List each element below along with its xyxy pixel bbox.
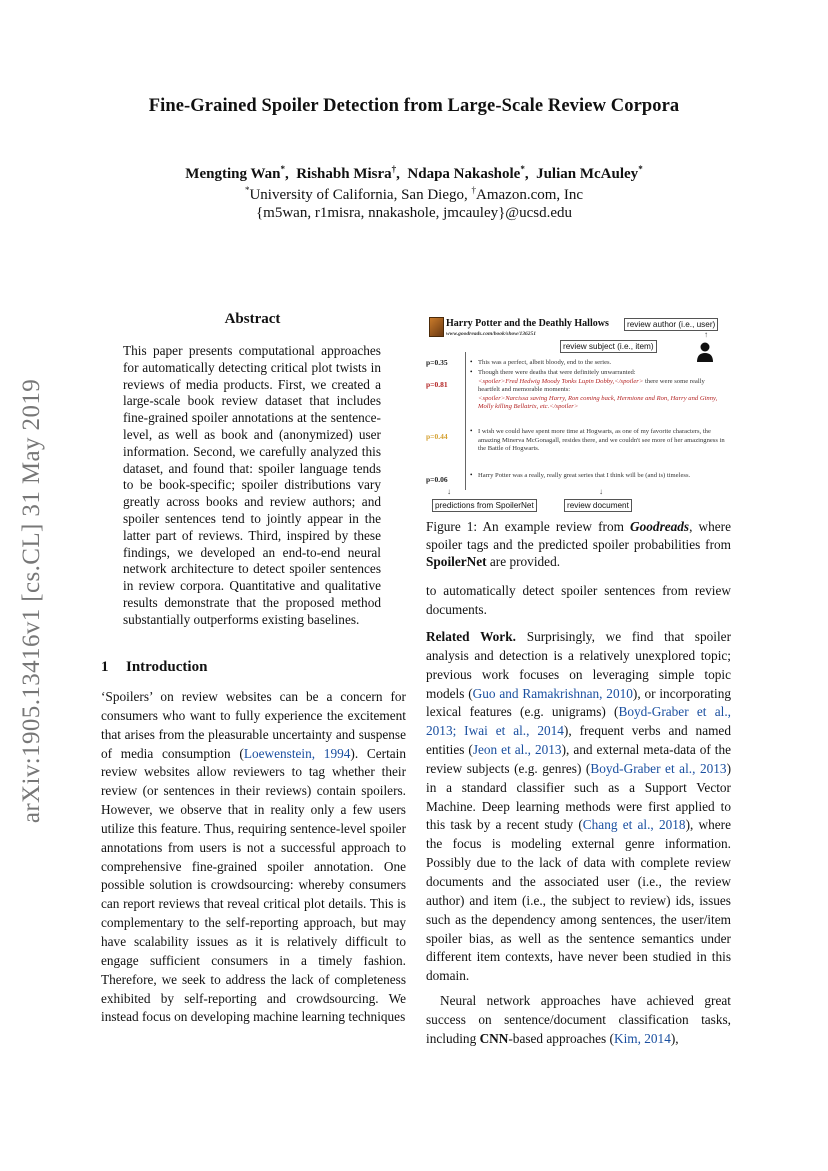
- probability-label: p=0.35: [426, 358, 448, 367]
- affiliation-amazon: Amazon.com, Inc: [476, 187, 584, 203]
- abstract-text: This paper presents computational approaches for automatically detecting critical plot twists in reviews of media products. First, we created a large-scale book review dataset that includes fine-grained spoiler annotations at the sentence-level, as well as book and (anonymized) user information. Second, we carefully analyzed this dataset, and found that: spoiler language tends to be book-specific; spoiler distributions vary greatly across books and review authors; and spoiler sentences tend to jointly appear in the latter part of reviews. Third, inspired by these findings, we developed an end-to-end neural network architecture to detect spoiler sentences in review corpora. Quantitative and qualitative results demonstrate that the proposed method substantially outperforms existing baselines.: [123, 343, 381, 627]
- paper-title: Fine-Grained Spoiler Detection from Large-Scale Review Corpora: [148, 96, 680, 116]
- intro-continuation: to automatically detect spoiler sentences from review documents.: [426, 583, 731, 617]
- review-author-label: review author (i.e., user): [624, 318, 718, 331]
- author-mark: *: [520, 164, 525, 174]
- probability-label: p=0.44: [426, 432, 448, 441]
- citation-link[interactable]: Boyd-Graber et al., 2013; Iwai et al., 2014: [426, 704, 731, 739]
- intro-text: ‘Spoilers’ on review websites can be a concern for consumers who want to fully experience the excitement that arises from the pleasurable uncertainty and suspense of media consumption (: [101, 689, 406, 761]
- review-sentence: I wish we could have spent more time at Hogwarts, as one of my favorite characters, the amazing Minerva McGonagall, resides there, and we couldn't see more of her amazingness in the Battle of Hogwarts.: [478, 428, 725, 453]
- author-name: Rishabh Misra: [296, 166, 392, 182]
- figure-1: [426, 314, 731, 512]
- book-url: www.goodreads.com/book/show/136251: [446, 331, 536, 337]
- arrow-down-icon: ↓: [447, 487, 451, 496]
- author-list: Mengting Wan*, Rishabh Misra†, Ndapa Nakashole*, Julian McAuley*: [185, 164, 643, 182]
- body-text: ), frequent verbs and named entities (: [426, 723, 731, 758]
- review-subject-label: review subject (i.e., item): [560, 340, 657, 353]
- body-text: ),: [670, 1030, 679, 1046]
- arrow-up-icon: ↑: [704, 330, 708, 339]
- author-emails: {m5wan, r1misra, nnakashole, jmcauley}@ucsd.edu: [255, 205, 573, 221]
- spoiler-tag-text: <spoiler>Narcissa saving Harry, Ron coming back, Hermione and Ron, Harry and Ginny, Molly killing Bellatrix, etc.</spoiler>: [478, 394, 718, 411]
- arrow-down-icon: ↓: [599, 487, 603, 496]
- figure-1-caption: [426, 518, 731, 571]
- citation-link[interactable]: Kim, 2014: [613, 1030, 671, 1046]
- author-mark: †: [391, 164, 397, 174]
- neural-network-paragraph: [426, 992, 731, 1049]
- citation-link[interactable]: Guo and Ramakrishnan, 2010: [472, 685, 633, 701]
- author-mark: *: [280, 164, 285, 174]
- author-mark: *: [638, 164, 643, 174]
- sentence-text: Though there were deaths that were definitely unwarranted:: [478, 369, 636, 376]
- prediction-bracket-line: [465, 352, 466, 490]
- caption-text: are provided.: [486, 554, 561, 569]
- bullet-icon: •: [470, 368, 473, 376]
- book-cover-image: [429, 317, 444, 337]
- affiliation-mark: *: [244, 185, 250, 195]
- citation-link[interactable]: Chang et al., 2018: [582, 817, 686, 833]
- book-title: Harry Potter and the Deathly Hallows: [446, 318, 609, 329]
- affiliations: [0, 185, 828, 204]
- author-name: Julian McAuley: [536, 166, 639, 182]
- body-text: Surprisingly, we find that spoiler analysis and detection is a relatively unexplored topic; previous work focuses on leveraging simple topic models (: [426, 629, 731, 701]
- sentence-text: there were some really heartfelt and memorable moments:: [478, 377, 705, 394]
- body-text: ) in a standard classifier such as a Support Vector Machine. Deep learning methods were first applied to this task by a recent study (: [426, 760, 731, 833]
- arxiv-sidebar-stamp: [14, 351, 50, 851]
- body-text: -based approaches (: [508, 1030, 614, 1046]
- citation-link[interactable]: Loewenstein, 1994: [243, 745, 351, 761]
- bullet-icon: •: [470, 471, 473, 479]
- author-name: Mengting Wan: [185, 166, 281, 182]
- citation-link[interactable]: Boyd-Graber et al., 2013: [590, 760, 727, 776]
- bullet-icon: •: [470, 358, 473, 366]
- review-sentence: [478, 369, 728, 412]
- related-work-paragraph: [426, 628, 731, 1049]
- body-text: ), and external meta-data of the review subjects (e.g. genres) (: [426, 742, 732, 776]
- affiliation-mark: †: [471, 185, 476, 195]
- introduction-paragraph: [101, 688, 406, 1027]
- body-emphasis: CNN: [479, 1030, 509, 1046]
- review-sentence: Harry Potter was a really, really great series that I think will be (and is) timeless.: [478, 472, 691, 479]
- review-sentence: This was a perfect, albeit bloody, end to the series.: [478, 359, 612, 366]
- bullet-icon: •: [470, 427, 473, 435]
- body-text: Neural network approaches have achieved great success on sentence/document classification tasks, including: [426, 993, 731, 1046]
- section-title: Introduction: [126, 659, 208, 675]
- arxiv-identifier: arXiv:1905.13416v1 [cs.CL] 31 May 2019: [18, 378, 45, 824]
- paragraph-heading: Related Work.: [426, 629, 516, 644]
- abstract-heading: Abstract: [224, 311, 281, 327]
- spoiler-tag-text: <spoiler>Fred Hedwig Moody Tonks Lupin Dobby,</spoiler>: [478, 377, 644, 385]
- body-text: ), or incorporating lexical features (e.g. unigrams) (: [426, 685, 731, 720]
- intro-text: ). Certain review websites allow reviewers to tag whether their review (or sentences in their reviews) contain spoilers. However, we observe that in reality only a few users utilize this feature. Thus, requiring sentence-level spoiler annotations from users is not a successful approach to comprehensive fine-grained spoiler annotation. One possible solution is crowdsourcing: whereby consumers can report reviews that reveal critical plot details. This is complementary to the self-reporting approach, but may have scalability issues as it is relatively difficult to engage sufficient consumers in a timely fashion. Therefore, we seek to address the lack of completeness exhibited by self-reporting and crowdsourcing. We instead focus on developing machine learning techniques: [101, 745, 407, 1025]
- affiliation-ucsd: University of California, San Diego,: [249, 187, 472, 203]
- section-heading-introduction: [101, 659, 406, 676]
- probability-label: p=0.81: [426, 380, 448, 389]
- predictions-label: predictions from SpoilerNet: [432, 499, 537, 512]
- caption-emphasis: Goodreads: [630, 519, 690, 534]
- caption-text: , where spoiler tags and the predicted spoiler probabilities from: [426, 519, 731, 552]
- review-document-label: review document: [564, 499, 632, 512]
- section-number: 1: [101, 659, 109, 675]
- author-name: Ndapa Nakashole: [407, 166, 521, 182]
- probability-label: p=0.06: [426, 475, 448, 484]
- body-text: ), where the focus is modeling external genre information. Possibly due to the lack of data with complete review documents and the associated user (i.e., the review author) and item (i.e., the subject to review) ids, issues such as the dependency among sentences, the user/item spoiler bias, as well as the sentence semantics under different item contexts, have never been studied in this domain.: [426, 817, 732, 984]
- caption-emphasis: SpoilerNet: [426, 554, 487, 569]
- caption-text: Figure 1: An example review from: [426, 519, 631, 534]
- citation-link[interactable]: Jeon et al., 2013: [472, 742, 562, 758]
